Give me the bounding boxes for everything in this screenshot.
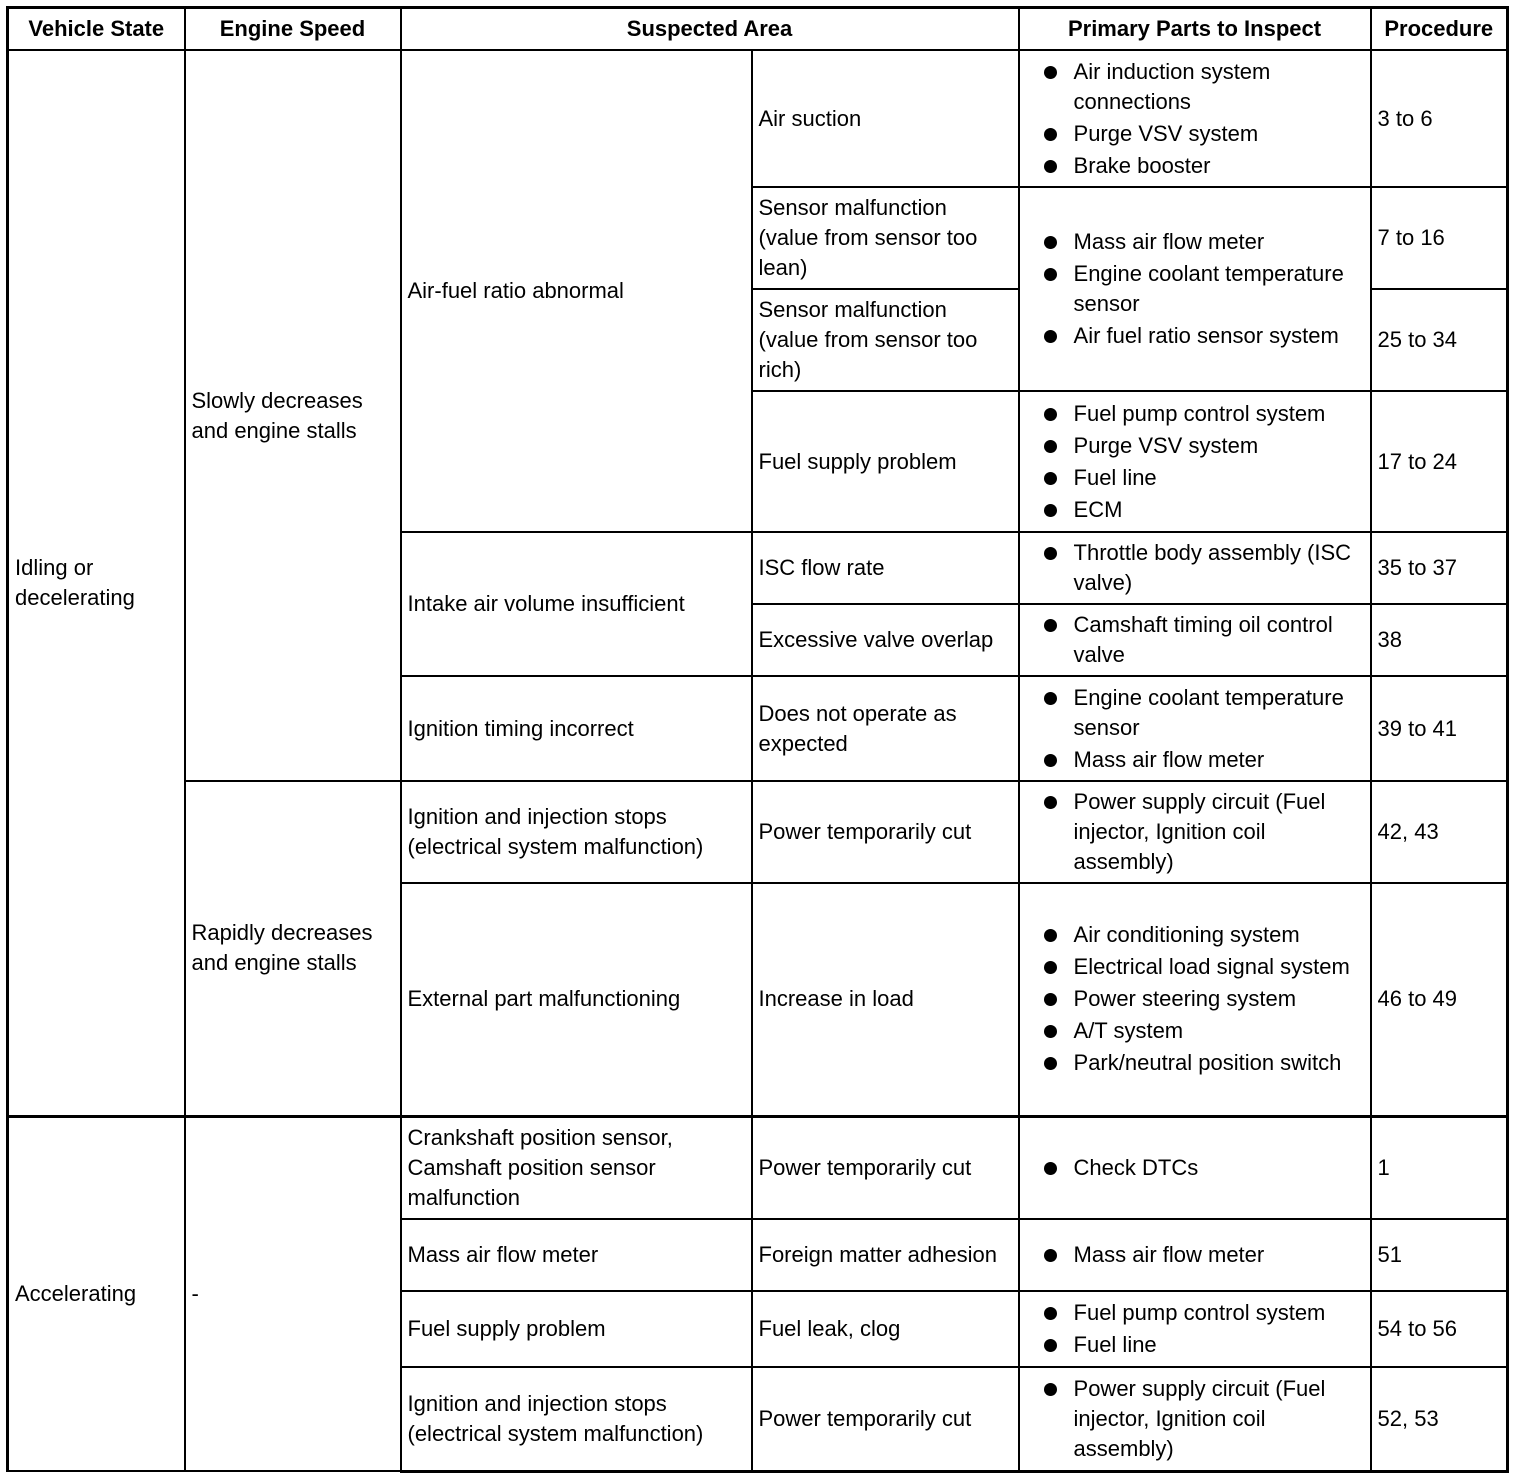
part-item: Power steering system [1026, 984, 1364, 1014]
header-suspected-area: Suspected Area [401, 8, 1019, 51]
parts-overlap [1019, 604, 1371, 676]
parts-maf [1019, 1219, 1371, 1291]
area-crank-cam-sensor: Crankshaft position sensor, Camshaft position sensor malfunction [401, 1116, 752, 1219]
diagnosis-table [6, 6, 1509, 1473]
part-item: Mass air flow meter [1026, 227, 1364, 257]
header-primary-parts: Primary Parts to Inspect [1019, 8, 1371, 51]
detail-power-cut: Power temporarily cut [752, 1116, 1019, 1219]
procedure-dtc: 1 [1371, 1116, 1508, 1219]
part-item: Power supply circuit (Fuel injector, Ignition coil assembly) [1026, 787, 1364, 877]
part-item: Fuel pump control system [1026, 1298, 1364, 1328]
engine-speed-none: - [185, 1116, 401, 1471]
parts-fuel-supply [1019, 391, 1371, 532]
part-item: Air conditioning system [1026, 920, 1364, 950]
part-item: Fuel line [1026, 1330, 1364, 1360]
procedure-maf: 51 [1371, 1219, 1508, 1291]
part-item: Air fuel ratio sensor system [1026, 321, 1364, 351]
part-item: Purge VSV system [1026, 119, 1364, 149]
header-vehicle-state: Vehicle State [8, 8, 185, 51]
detail-power-cut: Power temporarily cut [752, 1367, 1019, 1471]
detail-fuel-leak: Fuel leak, clog [752, 1291, 1019, 1367]
table-row [8, 781, 1508, 883]
detail-fuel-supply: Fuel supply problem [752, 391, 1019, 532]
parts-timing [1019, 676, 1371, 781]
header-procedure: Procedure [1371, 8, 1508, 51]
area-maf: Mass air flow meter [401, 1219, 752, 1291]
header-row [8, 8, 1508, 51]
parts-air-suction [1019, 50, 1371, 187]
part-item: A/T system [1026, 1016, 1364, 1046]
part-item: Brake booster [1026, 151, 1364, 181]
part-item: Engine coolant temperature sensor [1026, 259, 1364, 319]
part-item: Park/neutral position switch [1026, 1048, 1364, 1078]
parts-power-supply [1019, 781, 1371, 883]
engine-speed-rapid: Rapidly decreases and engine stalls [185, 781, 401, 1116]
procedure-power-supply: 42, 43 [1371, 781, 1508, 883]
part-item: ECM [1026, 495, 1364, 525]
detail-air-suction: Air suction [752, 50, 1019, 187]
detail-sensor-rich: Sensor malfunction (value from sensor too rich) [752, 289, 1019, 391]
parts-fuel-accel [1019, 1291, 1371, 1367]
part-item: Camshaft timing oil control valve [1026, 610, 1364, 670]
detail-valve-overlap: Excessive valve overlap [752, 604, 1019, 676]
table-row [8, 1116, 1508, 1219]
detail-isc-flow: ISC flow rate [752, 532, 1019, 604]
area-intake-air: Intake air volume insufficient [401, 532, 752, 676]
procedure-sensor-rich: 25 to 34 [1371, 289, 1508, 391]
procedure-fuel-accel: 54 to 56 [1371, 1291, 1508, 1367]
parts-load [1019, 883, 1371, 1116]
procedure-timing: 39 to 41 [1371, 676, 1508, 781]
vehicle-state-idling: Idling or decelerating [8, 50, 185, 1116]
parts-isc [1019, 532, 1371, 604]
table-row [8, 50, 1508, 187]
part-item: Mass air flow meter [1026, 1240, 1364, 1270]
part-item: Throttle body assembly (ISC valve) [1026, 538, 1364, 598]
part-item: Check DTCs [1026, 1153, 1364, 1183]
area-fuel-supply: Fuel supply problem [401, 1291, 752, 1367]
part-item: Mass air flow meter [1026, 745, 1364, 775]
area-ign-inj-stops: Ignition and injection stops (electrical system malfunction) [401, 781, 752, 883]
part-item: Fuel pump control system [1026, 399, 1364, 429]
detail-sensor-lean: Sensor malfunction (value from sensor too lean) [752, 187, 1019, 289]
parts-dtc [1019, 1116, 1371, 1219]
parts-sensor [1019, 187, 1371, 391]
part-item: Engine coolant temperature sensor [1026, 683, 1364, 743]
procedure-overlap: 38 [1371, 604, 1508, 676]
procedure-air-suction: 3 to 6 [1371, 50, 1508, 187]
detail-not-operate: Does not operate as expected [752, 676, 1019, 781]
part-item: Power supply circuit (Fuel injector, Ignition coil assembly) [1026, 1374, 1364, 1464]
parts-power-supply [1019, 1367, 1371, 1471]
procedure-sensor-lean: 7 to 16 [1371, 187, 1508, 289]
header-engine-speed: Engine Speed [185, 8, 401, 51]
detail-foreign-matter: Foreign matter adhesion [752, 1219, 1019, 1291]
part-item: Purge VSV system [1026, 431, 1364, 461]
part-item: Fuel line [1026, 463, 1364, 493]
area-external-part: External part malfunctioning [401, 883, 752, 1116]
detail-power-cut: Power temporarily cut [752, 781, 1019, 883]
part-item: Air induction system connections [1026, 57, 1364, 117]
procedure-isc: 35 to 37 [1371, 532, 1508, 604]
part-item: Electrical load signal system [1026, 952, 1364, 982]
procedure-power-supply: 52, 53 [1371, 1367, 1508, 1471]
area-ign-inj-stops: Ignition and injection stops (electrical system malfunction) [401, 1367, 752, 1471]
area-ignition-timing: Ignition timing incorrect [401, 676, 752, 781]
vehicle-state-accelerating: Accelerating [8, 1116, 185, 1471]
engine-speed-slow: Slowly decreases and engine stalls [185, 50, 401, 781]
procedure-load: 46 to 49 [1371, 883, 1508, 1116]
procedure-fuel-supply: 17 to 24 [1371, 391, 1508, 532]
detail-increase-load: Increase in load [752, 883, 1019, 1116]
area-air-fuel-ratio: Air-fuel ratio abnormal [401, 50, 752, 532]
